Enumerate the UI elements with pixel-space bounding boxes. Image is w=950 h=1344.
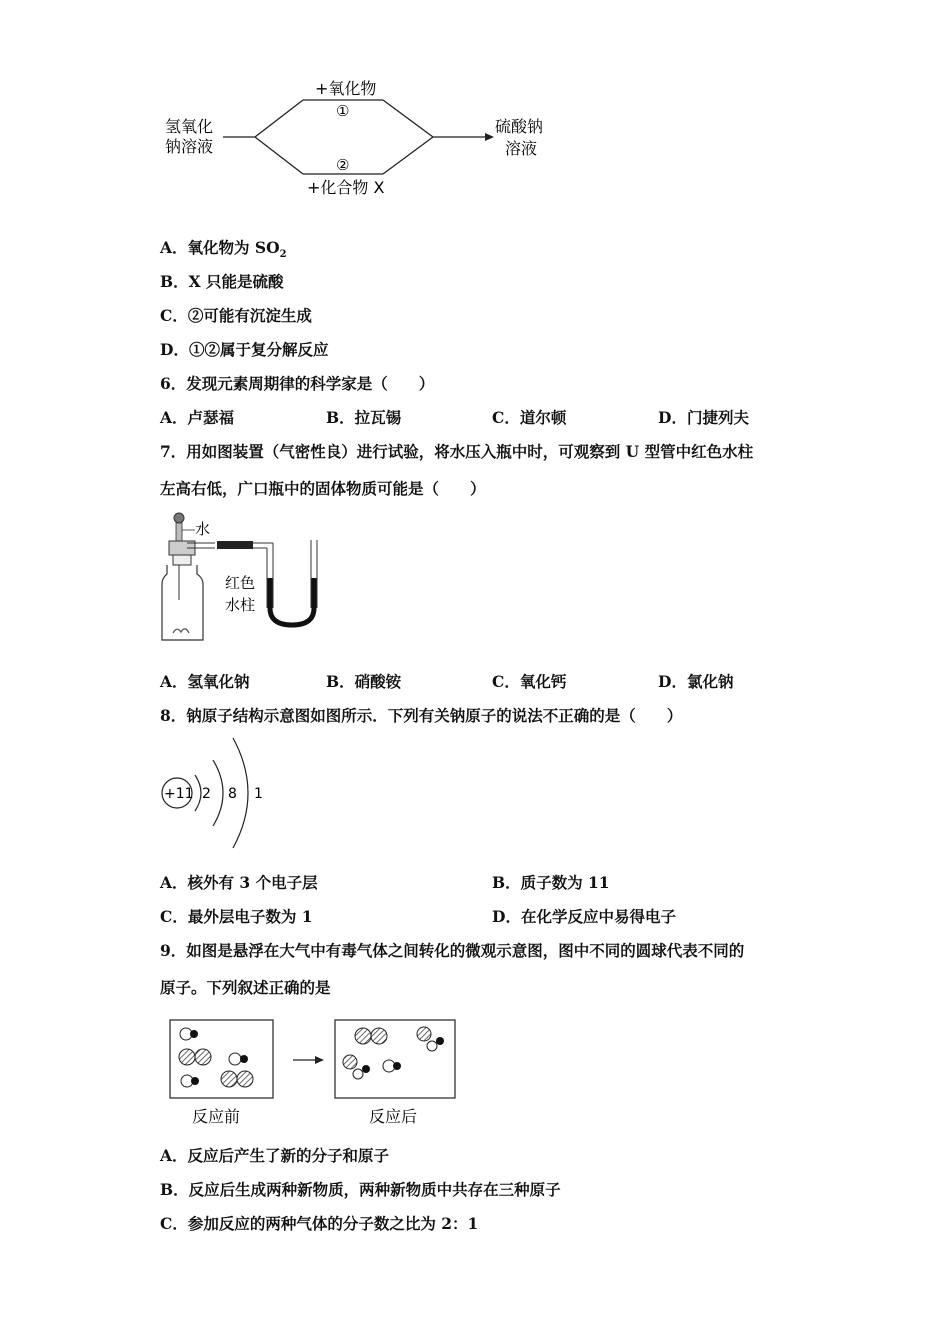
q8-option-b[interactable]: B．质子数为 11: [492, 873, 610, 892]
q8-option-a[interactable]: A．核外有 3 个电子层: [160, 873, 318, 892]
shell-2-electrons: 8: [228, 786, 237, 802]
reaction-path-diagram: [155, 72, 565, 202]
q8-option-c[interactable]: C．最外层电子数为 1: [160, 907, 313, 926]
q5-option-a-subscript: 2: [279, 249, 287, 261]
q5-option-c[interactable]: C．②可能有沉淀生成: [160, 306, 312, 325]
bottom-path-number: ②: [336, 156, 350, 174]
q9-stem-line1: 9．如图是悬浮在大气中有毒气体之间转化的微观示意图，图中不同的圆球代表不同的: [160, 941, 745, 960]
right-label-line1: 硫酸钠: [495, 117, 544, 136]
molecule-reaction-diagram: [160, 1010, 470, 1135]
q6-option-a[interactable]: A．卢瑟福: [160, 408, 235, 427]
q7-option-c[interactable]: C．氧化钙: [492, 672, 567, 691]
sodium-atom-structure-diagram: [155, 730, 275, 855]
q7-stem-line2: 左高右低，广口瓶中的固体物质可能是（ ）: [160, 479, 486, 498]
q6-stem: 6．发现元素周期律的科学家是（ ）: [160, 374, 435, 393]
top-path-number: ①: [336, 102, 350, 120]
bottom-reagent-label: +化合物 X: [307, 178, 385, 197]
q8-stem: 8．钠原子结构示意图如图所示．下列有关钠原子的说法不正确的是（ ）: [160, 706, 683, 725]
red-water-label-line2: 水柱: [225, 596, 256, 614]
q6-option-c[interactable]: C．道尔顿: [492, 408, 567, 427]
q5-option-a[interactable]: [160, 236, 287, 260]
after-reaction-label: 反应后: [369, 1107, 418, 1126]
q9-option-b[interactable]: B．反应后生成两种新物质，两种新物质中共存在三种原子: [160, 1180, 561, 1199]
q9-option-a[interactable]: A．反应后产生了新的分子和原子: [160, 1146, 390, 1165]
right-label-line2: 溶液: [505, 139, 538, 158]
water-label: 水: [195, 520, 211, 538]
q9-option-c[interactable]: C．参加反应的两种气体的分子数之比为 2：1: [160, 1214, 479, 1233]
q7-option-a[interactable]: A．氢氧化钠: [160, 672, 250, 691]
q5-option-a-text: A．氧化物为 SO: [160, 238, 280, 257]
u-tube-apparatus-diagram: [155, 508, 330, 648]
shell-3-electrons: 1: [254, 786, 263, 802]
top-reagent-label: +氧化物: [315, 79, 377, 98]
q7-option-b[interactable]: B．硝酸铵: [326, 672, 402, 691]
before-reaction-label: 反应前: [192, 1107, 241, 1126]
nucleus-charge: +11: [164, 786, 194, 802]
q5-option-d[interactable]: D．①②属于复分解反应: [160, 340, 329, 359]
shell-1-electrons: 2: [202, 786, 211, 802]
q5-option-b[interactable]: B．X 只能是硫酸: [160, 272, 284, 291]
q9-stem-line2: 原子。下列叙述正确的是: [160, 978, 331, 997]
q8-option-d[interactable]: D．在化学反应中易得电子: [492, 907, 676, 926]
red-water-label-line1: 红色: [225, 574, 256, 592]
q6-option-d[interactable]: D．门捷列夫: [658, 408, 749, 427]
left-label-line2: 钠溶液: [165, 137, 214, 156]
q7-stem-line1: 7．用如图装置（气密性良）进行试验，将水压入瓶中时，可观察到 U 型管中红色水柱: [160, 442, 754, 461]
q7-option-d[interactable]: D．氯化钠: [658, 672, 734, 691]
q6-option-b[interactable]: B．拉瓦锡: [326, 408, 402, 427]
left-label-line1: 氢氧化: [165, 117, 214, 136]
